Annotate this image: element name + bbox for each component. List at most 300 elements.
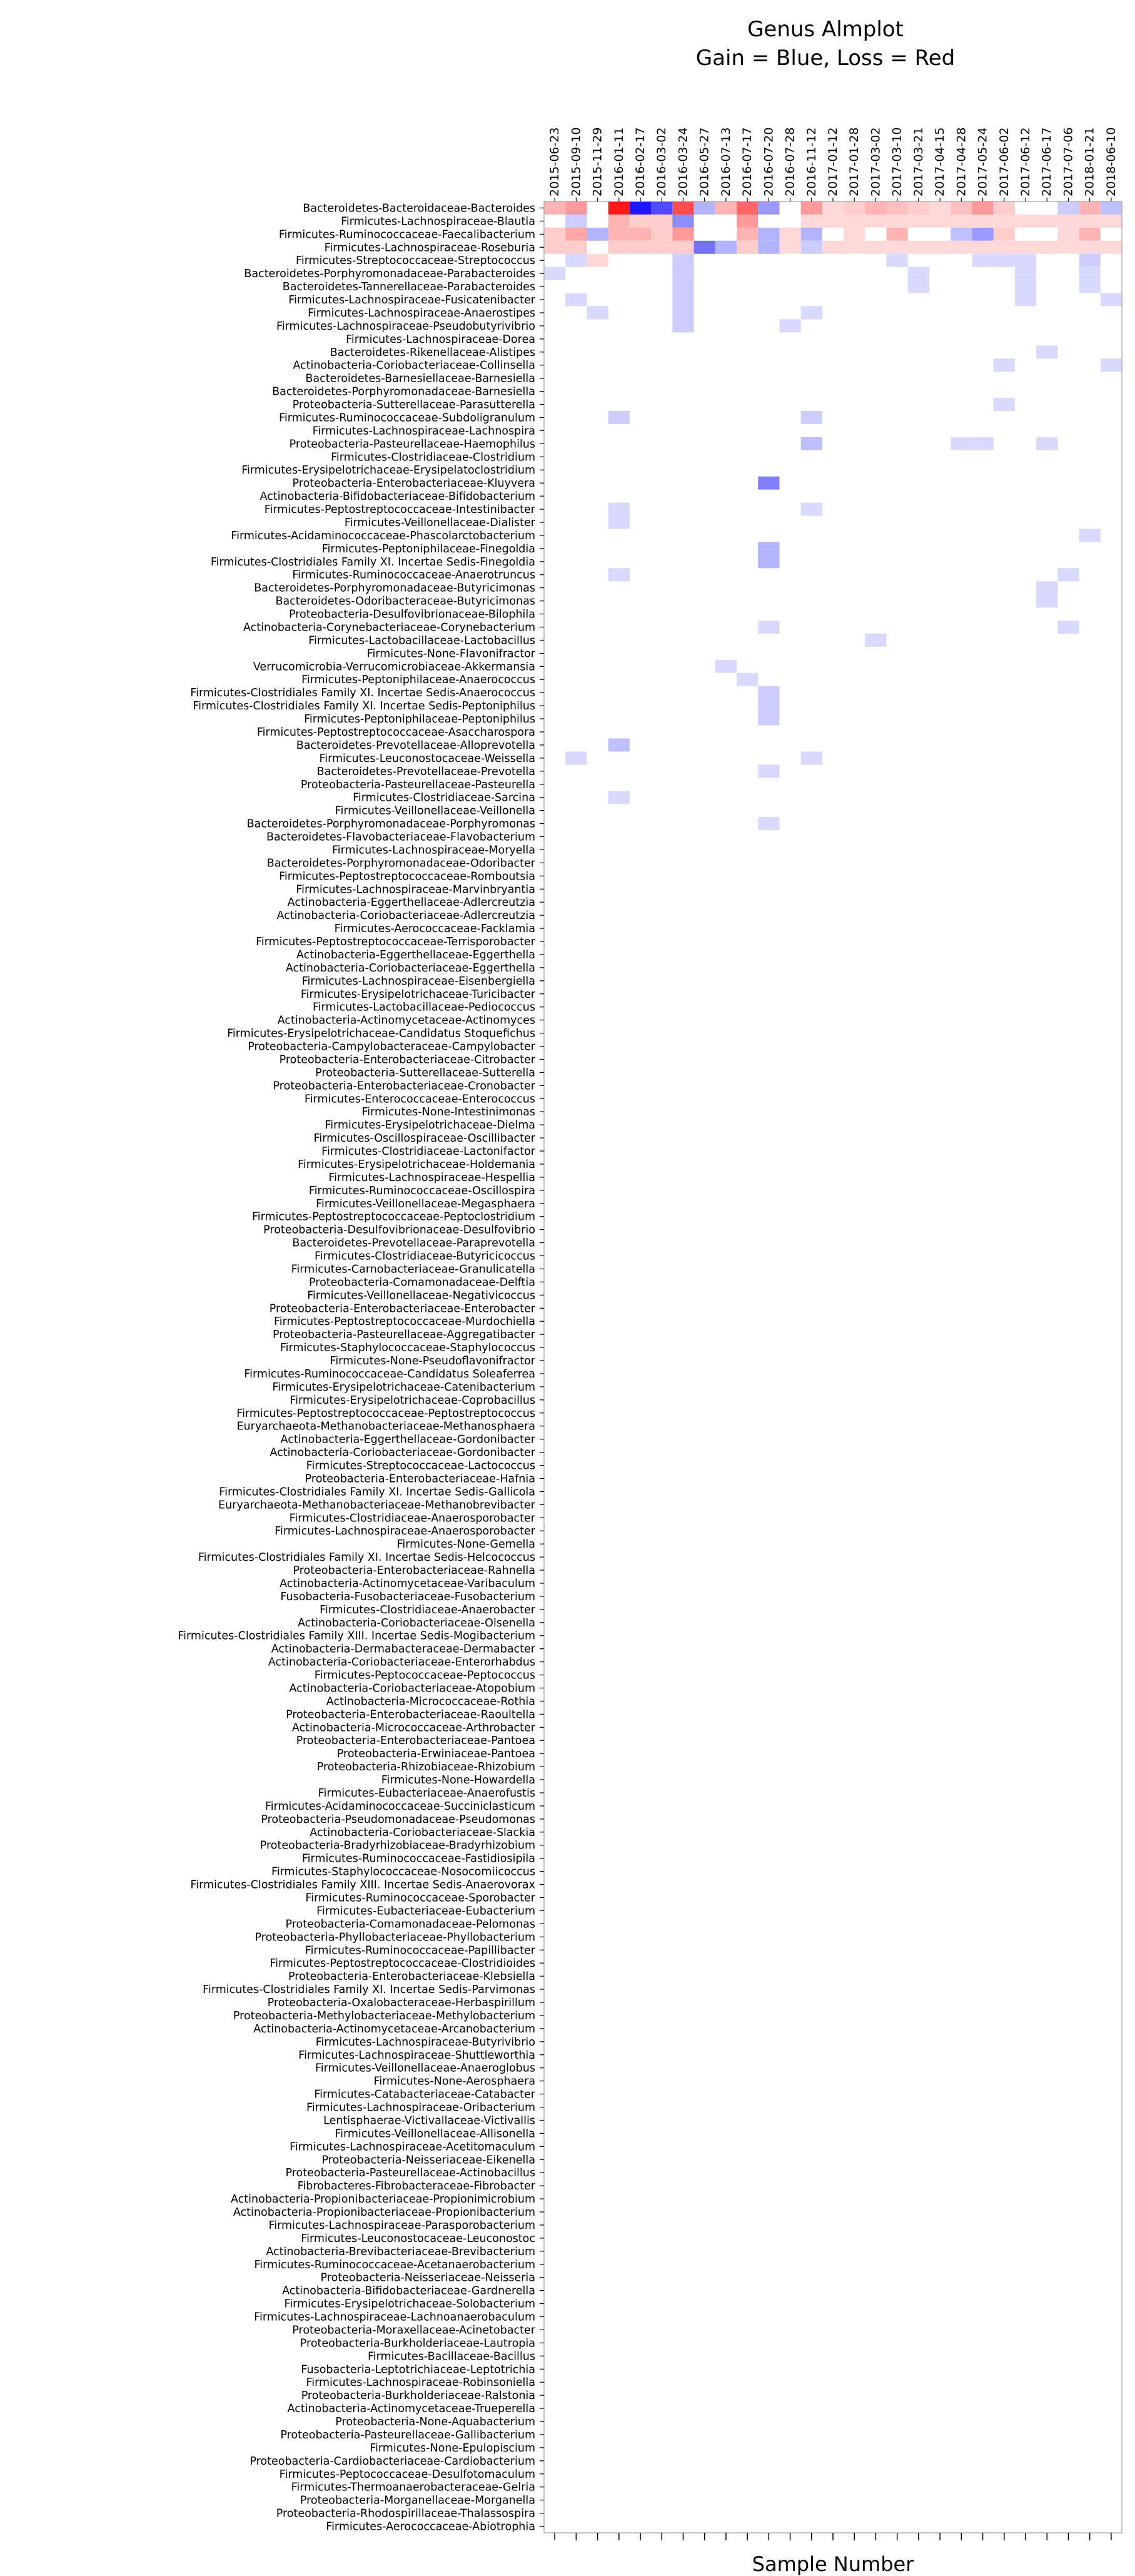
heatmap-cell <box>1101 201 1122 215</box>
heatmap-cell <box>565 228 587 241</box>
y-tick-label: Actinobacteria-Dermabacteraceae-Dermabacter <box>271 1643 535 1656</box>
heatmap-cell <box>887 215 908 228</box>
y-tick-label: Firmicutes-Clostridiaceae-Anaerosporobacter <box>289 1512 535 1525</box>
y-tick-label: Firmicutes-Veillonellaceae-Megasphaera <box>316 1197 535 1210</box>
y-tick-label: Euryarchaeota-Methanobacteriaceae-Methanosphaera <box>236 1420 535 1433</box>
y-tick-label: Bacteroidetes-Prevotellaceae-Prevotella <box>316 765 535 778</box>
heatmap-cell <box>1057 568 1079 581</box>
y-tick-label: Fibrobacteres-Fibrobacteraceae-Fibrobacter <box>297 2180 535 2193</box>
heatmap-cell <box>672 201 694 215</box>
y-tick-label: Actinobacteria-Actinomycetaceae-Trueperella <box>287 2403 535 2416</box>
y-tick-label: Firmicutes-Catabacteriaceae-Catabacter <box>314 2088 535 2101</box>
heatmap-cell <box>1101 241 1122 254</box>
heatmap-cell <box>715 201 737 215</box>
heatmap-cell <box>951 437 972 450</box>
x-tick-label: 2017-06-17 <box>1040 127 1054 196</box>
y-tick-label: Actinobacteria-Coriobacteriaceae-Collinsella <box>293 359 535 372</box>
y-tick-label: Actinobacteria-Actinomycetaceae-Varibaculum <box>280 1577 535 1590</box>
y-tick-label: Firmicutes-Streptococcaceae-Streptococcus <box>296 255 535 268</box>
y-tick-label: Bacteroidetes-Porphyromonadaceae-Porphyromonas <box>246 818 535 831</box>
y-tick-label: Firmicutes-Leuconostocaceae-Leuconostoc <box>301 2232 535 2245</box>
heatmap-cell <box>1015 254 1036 267</box>
heatmap-cell <box>1101 293 1122 307</box>
heatmap-cell <box>865 241 886 254</box>
y-tick-label: Firmicutes-Lachnospiraceae-Fusicatenibacter <box>288 294 535 307</box>
y-tick-label: Firmicutes-Ruminococcaceae-Acetanaerobacterium <box>254 2258 535 2271</box>
x-axis-label: Sample Number <box>752 2552 914 2576</box>
y-tick-label: Proteobacteria-Bradyrhizobiaceae-Bradyrhizobium <box>260 1839 535 1852</box>
heatmap-cell <box>1101 358 1122 372</box>
y-tick-label: Proteobacteria-Rhizobiaceae-Rhizobium <box>316 1761 535 1774</box>
y-tick-label: Firmicutes-Lachnospiraceae-Anaerostipes <box>308 307 535 320</box>
heatmap-cell <box>994 201 1015 215</box>
heatmap-cell <box>1101 215 1122 228</box>
y-tick-label: Firmicutes-Erysipelotrichaceae-Solobacterium <box>284 2298 535 2311</box>
y-tick-label: Proteobacteria-Neisseriaceae-Eikenella <box>321 2154 535 2167</box>
y-tick-label: Firmicutes-Ruminococcaceae-Fastidiosipila <box>301 1852 535 1865</box>
heatmap-cell <box>951 201 972 215</box>
y-tick-label: Firmicutes-None-Pseudoflavonifractor <box>330 1355 535 1368</box>
y-tick-label: Proteobacteria-Enterobacteriaceae-Cronobacter <box>273 1080 535 1093</box>
heatmap-cell <box>651 201 672 215</box>
heatmap-cell <box>672 228 694 241</box>
y-tick-label: Firmicutes-Erysipelotrichaceae-Catenibacterium <box>272 1381 535 1394</box>
y-tick-label: Firmicutes-Peptococcaceae-Peptococcus <box>314 1669 535 1682</box>
heatmap-cell <box>801 241 822 254</box>
heatmap-cell <box>994 215 1015 228</box>
x-tick-label: 2018-01-21 <box>1082 127 1097 196</box>
heatmap-cell <box>737 241 758 254</box>
x-tick-label: 2015-11-29 <box>590 127 605 196</box>
heatmap-cell <box>1057 621 1079 634</box>
y-tick-label: Proteobacteria-Methylobacteriaceae-Methylobacterium <box>233 2009 535 2022</box>
y-tick-label: Firmicutes-Bacillaceae-Bacillus <box>368 2350 535 2363</box>
x-tick-label: 2015-09-10 <box>569 127 583 196</box>
heatmap-cell <box>608 215 630 228</box>
heatmap-cell <box>651 241 672 254</box>
heatmap-cell <box>737 673 758 686</box>
heatmap-cell <box>565 254 587 267</box>
heatmap-cell <box>908 201 929 215</box>
heatmap-cell <box>672 267 694 280</box>
y-tick-label: Bacteroidetes-Porphyromonadaceae-Odoribacter <box>266 857 535 870</box>
heatmap-cell <box>1079 228 1101 241</box>
y-tick-label: Actinobacteria-Actinomycetaceae-Arcanobacterium <box>253 2022 535 2036</box>
heatmap-cell <box>972 254 993 267</box>
heatmap-cell <box>1079 201 1101 215</box>
y-tick-label: Firmicutes-Lachnospiraceae-Parasporobacterium <box>268 2219 535 2232</box>
y-tick-label: Firmicutes-Carnobacteriaceae-Granulicatella <box>291 1263 535 1276</box>
y-tick-label: Firmicutes-Thermoanaerobacteraceae-Gelria <box>291 2481 535 2494</box>
y-tick-label: Firmicutes-Lachnospiraceae-Eisenbergiella <box>301 975 535 988</box>
chart-title: Genus Almplot <box>747 17 904 42</box>
y-tick-label: Firmicutes-Aerococcaceae-Abiotrophia <box>326 2520 535 2533</box>
x-tick-labels <box>548 128 1118 196</box>
heatmap-cell <box>608 738 630 751</box>
y-tick-label: Firmicutes-Lachnospiraceae-Anaerosporobacter <box>275 1525 535 1538</box>
heatmap-cell <box>822 241 844 254</box>
y-tick-label: Actinobacteria-Eggerthellaceae-Eggerthella <box>296 948 535 961</box>
heatmap-cell <box>929 241 951 254</box>
y-tick-label: Firmicutes-Veillonellaceae-Dialister <box>344 516 535 529</box>
heatmap-cell <box>951 228 972 241</box>
x-tick-label: 2017-01-12 <box>826 127 840 196</box>
y-tick-label: Actinobacteria-Eggerthellaceae-Gordonibacter <box>280 1433 535 1446</box>
heatmap-cell <box>801 437 822 450</box>
heatmap-cell <box>972 201 993 215</box>
x-tick-label: 2017-03-21 <box>911 127 926 196</box>
y-tick-label: Proteobacteria-Burkholderiaceae-Lautropia <box>300 2337 535 2350</box>
y-tick-label: Actinobacteria-Coriobacteriaceae-Gordonibacter <box>270 1446 535 1459</box>
y-tick-label: Actinobacteria-Coriobacteriaceae-Olsenella <box>297 1616 535 1630</box>
heatmap-cell <box>1036 437 1057 450</box>
y-tick-label: Proteobacteria-Enterobacteriaceae-Citrobacter <box>279 1053 535 1067</box>
y-tick-label: Proteobacteria-Enterobacteriaceae-Klebsiella <box>288 1970 535 1984</box>
y-tick-label: Proteobacteria-Oxalobacteraceae-Herbaspirillum <box>267 1997 535 2009</box>
heatmap-cell <box>630 228 651 241</box>
heatmap-cell <box>758 817 779 830</box>
y-tick-label: Firmicutes-Clostridiales Family XI. Incertae Sedis-Finegoldia <box>210 555 535 569</box>
y-tick-label: Firmicutes-Ruminococcaceae-Anaerotruncus <box>292 569 535 582</box>
y-tick-label: Lentisphaerae-Victivallaceae-Victivallis <box>323 2114 535 2127</box>
heatmap-cell <box>565 201 587 215</box>
heatmap-cell <box>758 712 779 726</box>
x-tick-label: 2017-06-02 <box>997 127 1011 196</box>
heatmap-cell <box>630 201 651 215</box>
y-tick-label: Firmicutes-Erysipelotrichaceae-Erysipelatoclostridium <box>241 464 535 477</box>
y-tick-label: Actinobacteria-Corynebacteriaceae-Corynebacterium <box>243 621 535 634</box>
y-tick-label: Actinobacteria-Coriobacteriaceae-Slackia <box>310 1826 535 1839</box>
y-tick-label: Firmicutes-Lachnospiraceae-Lachnospira <box>312 425 535 438</box>
y-tick-label: Firmicutes-Ruminococcaceae-Faecalibacterium <box>278 228 535 241</box>
y-tick-label: Actinobacteria-Brevibacteriaceae-Brevibacterium <box>266 2245 535 2258</box>
y-tick-label: Fusobacteria-Fusobacteriaceae-Fusobacterium <box>280 1590 535 1603</box>
y-tick-label: Actinobacteria-Propionibacteriaceae-Propionibacterium <box>233 2206 535 2219</box>
heatmap-cell <box>544 201 565 215</box>
y-tick-label: Firmicutes-Acidaminococcaceae-Succiniclasticum <box>265 1800 535 1813</box>
heatmap-cell <box>865 201 886 215</box>
x-tick-label: 2017-03-10 <box>890 127 904 196</box>
y-tick-label: Firmicutes-Clostridiaceae-Clostridium <box>331 451 535 464</box>
y-tick-label: Proteobacteria-Phyllobacteriaceae-Phyllobacterium <box>255 1931 535 1944</box>
y-tick-label: Firmicutes-Peptostreptococcaceae-Peptostreptococcus <box>236 1407 535 1420</box>
y-tick-label: Proteobacteria-Enterobacteriaceae-Rahnella <box>293 1564 535 1578</box>
y-tick-label: Proteobacteria-Pasteurellaceae-Haemophilus <box>289 438 535 451</box>
y-tick-labels <box>178 202 535 2533</box>
y-tick-label: Actinobacteria-Micrococcaceae-Arthrobacter <box>291 1722 535 1735</box>
y-tick-label: Bacteroidetes-Porphyromonadaceae-Butyricimonas <box>254 582 535 595</box>
heatmap-cell <box>972 437 993 450</box>
y-tick-label: Proteobacteria-Enterobacteriaceae-Hafnia <box>305 1473 535 1486</box>
y-tick-label: Proteobacteria-Enterobacteriaceae-Kluyvera <box>292 477 535 490</box>
heatmap-cell <box>565 215 587 228</box>
heatmap-cell <box>672 293 694 307</box>
heatmap-cell <box>887 228 908 241</box>
x-tick-label: 2016-11-12 <box>804 127 819 196</box>
y-tick-label: Proteobacteria-Campylobacteraceae-Campylobacter <box>248 1040 535 1053</box>
y-tick-label: Firmicutes-Eubacteriaceae-Anaerofustis <box>318 1787 535 1800</box>
heatmap-cell <box>737 215 758 228</box>
y-tick-label: Bacteroidetes-Porphyromonadaceae-Barnesiella <box>272 385 535 398</box>
heatmap-cell <box>801 228 822 241</box>
y-tick-label: Actinobacteria-Coriobacteriaceae-Adlercreutzia <box>276 910 535 923</box>
y-tick-label: Firmicutes-Lachnospiraceae-Blautia <box>341 215 535 228</box>
heatmap-cell <box>651 215 672 228</box>
heatmap-cell <box>1036 594 1057 607</box>
y-tick-label: Proteobacteria-None-Aquabacterium <box>335 2416 535 2429</box>
y-tick-label: Bacteroidetes-Odoribacteraceae-Butyricimonas <box>275 595 535 608</box>
heatmap-cell <box>887 201 908 215</box>
y-tick-label: Firmicutes-Clostridiales Family XI. Incertae Sedis-Helcococcus <box>198 1551 535 1564</box>
heatmap-cell <box>994 228 1015 241</box>
y-tick-label: Firmicutes-Lachnospiraceae-Butyrivibrio <box>315 2036 535 2049</box>
heatmap-cell <box>801 503 822 516</box>
y-tick-label: Firmicutes-Clostridiales Family XI. Incertae Sedis-Gallicola <box>219 1486 535 1499</box>
y-tick-label: Actinobacteria-Actinomycetaceae-Actinomyces <box>277 1014 535 1027</box>
heatmap-cell <box>1079 529 1101 542</box>
y-tick-label: Firmicutes-Lachnospiraceae-Dorea <box>346 333 535 346</box>
y-tick-label: Firmicutes-Ruminococcaceae-Papillibacter <box>305 1944 535 1957</box>
y-tick-label: Actinobacteria-Propionibacteriaceae-Propionimicrobium <box>231 2193 535 2206</box>
heatmap-cell <box>672 307 694 320</box>
heatmap-cell <box>758 764 779 778</box>
y-tick-label: Firmicutes-Peptostreptococcaceae-Peptoclostridium <box>251 1210 535 1224</box>
heatmap-cell <box>865 634 886 647</box>
y-tick-label: Firmicutes-Lachnospiraceae-Hespellia <box>328 1171 535 1184</box>
heatmap-cell <box>1036 241 1057 254</box>
heatmap-cell <box>887 241 908 254</box>
heatmap-cell <box>972 215 993 228</box>
y-tick-label: Bacteroidetes-Flavobacteriaceae-Flavobacterium <box>266 831 535 844</box>
x-tick-label: 2016-03-02 <box>655 127 669 196</box>
heatmap-cell <box>951 241 972 254</box>
y-tick-label: Firmicutes-Peptococcaceae-Desulfotomaculum <box>279 2468 535 2481</box>
heatmap-cell <box>758 201 779 215</box>
heatmap-cell <box>758 686 779 699</box>
y-tick-label: Firmicutes-Erysipelotrichaceae-Candidatus Stoquefichus <box>227 1027 535 1040</box>
y-tick-label: Firmicutes-Clostridiales Family XI. Incertae Sedis-Parvimonas <box>203 1984 535 1997</box>
y-tick-label: Firmicutes-Clostridiaceae-Butyricicoccus <box>315 1250 535 1263</box>
y-tick-label: Proteobacteria-Rhodospirillaceae-Thalassospira <box>276 2507 535 2520</box>
heatmap-cell <box>908 267 929 280</box>
heatmap-cell <box>1079 267 1101 280</box>
y-tick-label: Bacteroidetes-Prevotellaceae-Alloprevotella <box>296 739 535 752</box>
heatmap-cell <box>608 568 630 581</box>
y-tick-label: Proteobacteria-Pasteurellaceae-Actinobacillus <box>285 2167 535 2180</box>
x-tick-label: 2017-05-24 <box>976 127 990 196</box>
heatmap-cell <box>1036 345 1057 358</box>
heatmap-cell <box>779 319 800 332</box>
y-tick-label: Proteobacteria-Pseudomonadaceae-Pseudomonas <box>261 1813 535 1826</box>
heatmap-cell <box>565 293 587 307</box>
y-tick-label: Firmicutes-None-Aerosphaera <box>373 2075 535 2088</box>
heatmap-cell <box>630 241 651 254</box>
y-tick-label: Firmicutes-Clostridiaceae-Anaerobacter <box>320 1603 535 1616</box>
y-tick-label: Firmicutes-Clostridiales Family XIII. Incertae Sedis-Mogibacterium <box>178 1630 535 1643</box>
y-tick-label: Firmicutes-None-Gemella <box>396 1538 535 1551</box>
y-tick-label: Firmicutes-Ruminococcaceae-Candidatus Soleaferrea <box>244 1367 535 1381</box>
heatmap-cell <box>1015 280 1036 293</box>
y-tick-label: Firmicutes-Leuconostocaceae-Weissella <box>319 752 535 765</box>
x-tick-label: 2017-06-12 <box>1019 127 1032 196</box>
heatmap-cell <box>544 228 565 241</box>
heatmap-cell <box>758 699 779 712</box>
y-tick-label: Proteobacteria-Burkholderiaceae-Ralstonia <box>301 2390 535 2403</box>
heatmap-cell <box>844 228 865 241</box>
heatmap-cell <box>737 228 758 241</box>
x-tick-label: 2017-04-15 <box>933 127 947 196</box>
heatmap-cell <box>1057 215 1079 228</box>
y-tick-label: Firmicutes-Eubacteriaceae-Eubacterium <box>316 1905 535 1918</box>
y-tick-label: Firmicutes-Aerococcaceae-Facklamia <box>334 923 535 936</box>
y-tick-label: Proteobacteria-Desulfovibrionaceae-Desulfovibrio <box>263 1224 535 1237</box>
y-tick-label: Firmicutes-Erysipelotrichaceae-Dielma <box>325 1119 535 1132</box>
y-tick-label: Proteobacteria-Erwiniaceae-Pantoea <box>336 1748 535 1761</box>
y-tick-label: Firmicutes-Ruminococcaceae-Sporobacter <box>305 1892 535 1905</box>
x-tick-label: 2018-06-10 <box>1104 127 1118 196</box>
heatmap-cell <box>758 241 779 254</box>
heatmap-cell <box>844 241 865 254</box>
x-tick-label: 2016-07-20 <box>762 127 776 196</box>
heatmap-cell <box>608 201 630 215</box>
heatmap-cell <box>1015 267 1036 280</box>
y-tick-label: Proteobacteria-Desulfovibrionaceae-Bilophila <box>288 608 535 621</box>
y-tick-label: Firmicutes-Clostridiales Family XI. Incertae Sedis-Peptoniphilus <box>193 700 535 713</box>
heatmap-cell <box>1079 280 1101 293</box>
x-tick-label: 2016-07-13 <box>719 127 733 196</box>
heatmap-cell <box>779 241 800 254</box>
heatmap-cell <box>908 280 929 293</box>
x-tick-label: 2017-04-28 <box>954 127 969 196</box>
heatmap-cell <box>672 215 694 228</box>
y-tick-label: Fusobacteria-Leptotrichiaceae-Leptotrichia <box>301 2363 535 2376</box>
y-tick-label: Proteobacteria-Comamonadaceae-Pelomonas <box>285 1918 535 1931</box>
y-tick-label: Proteobacteria-Cardiobacteriaceae-Cardiobacterium <box>250 2455 535 2468</box>
y-tick-label: Firmicutes-Lachnospiraceae-Moryella <box>332 844 535 857</box>
x-tick-label: 2015-06-23 <box>548 127 562 196</box>
heatmap-cell <box>1079 241 1101 254</box>
heatmap-cell <box>1015 215 1036 228</box>
y-tick-label: Firmicutes-Lachnospiraceae-Robinsoniella <box>306 2376 535 2390</box>
heatmap-cell <box>865 215 886 228</box>
heatmap-cell <box>565 751 587 764</box>
heatmap-cell <box>972 241 993 254</box>
y-tick-label: Proteobacteria-Enterobacteriaceae-Enterobacter <box>269 1302 535 1316</box>
y-tick-label: Firmicutes-None-Intestinimonas <box>361 1106 535 1119</box>
y-tick-label: Firmicutes-Erysipelotrichaceae-Holdemania <box>298 1158 535 1171</box>
heatmap-cell <box>908 241 929 254</box>
heatmap-cell <box>1079 215 1101 228</box>
heatmap-cell <box>737 201 758 215</box>
x-tick-label: 2016-05-27 <box>697 127 712 196</box>
y-tick-label: Firmicutes-Lachnospiraceae-Shuttleworthia <box>298 2049 535 2062</box>
heatmap-cell <box>672 254 694 267</box>
heatmap-cell <box>951 215 972 228</box>
heatmap-cell <box>801 751 822 764</box>
heatmap-cell <box>758 621 779 634</box>
heatmap-cell <box>758 228 779 241</box>
x-tick-label: 2016-01-11 <box>612 127 626 196</box>
heatmap-cell <box>994 241 1015 254</box>
y-tick-label: Firmicutes-Lachnospiraceae-Marvinbryantia <box>296 883 535 896</box>
y-tick-label: Actinobacteria-Bifidobacteriaceae-Bifidobacterium <box>260 490 535 504</box>
y-tick-label: Bacteroidetes-Porphyromonadaceae-Parabacteroides <box>244 268 535 281</box>
x-tick-label: 2016-07-28 <box>783 127 797 196</box>
heatmap-cell <box>929 201 951 215</box>
heatmap-cell <box>1057 241 1079 254</box>
y-tick-label: Firmicutes-None-Howardella <box>381 1774 535 1787</box>
heatmap-cell <box>1057 201 1079 215</box>
y-tick-label: Firmicutes-Staphylococcaceae-Nosocomiicoccus <box>271 1865 535 1879</box>
heatmap-cell <box>929 215 951 228</box>
y-tick-label: Bacteroidetes-Barnesiellaceae-Barnesiella <box>305 372 535 385</box>
y-tick-label: Actinobacteria-Coriobacteriaceae-Eggerthella <box>285 961 535 975</box>
heatmap-cell <box>1015 241 1036 254</box>
y-tick-label: Firmicutes-Lachnospiraceae-Lachnoanaerobaculum <box>254 2311 535 2324</box>
y-tick-label: Firmicutes-Clostridiaceae-Sarcina <box>353 791 535 804</box>
heatmap-cells <box>544 201 1122 830</box>
x-tick-label: 2016-07-17 <box>740 127 755 196</box>
y-tick-label: Firmicutes-Oscillospiraceae-Oscillibacter <box>313 1132 535 1145</box>
plot-frame <box>544 201 1122 2533</box>
y-tick-label: Proteobacteria-Sutterellaceae-Sutterella <box>315 1067 535 1080</box>
y-tick-label: Firmicutes-Ruminococcaceae-Subdoligranulum <box>279 412 535 425</box>
heatmap-cell <box>608 516 630 529</box>
y-tick-label: Firmicutes-Peptostreptococcaceae-Murdochiella <box>273 1316 535 1329</box>
heatmap-cell <box>715 241 737 254</box>
y-tick-label: Firmicutes-Ruminococcaceae-Oscillospira <box>308 1184 535 1197</box>
heatmap-cell <box>1036 215 1057 228</box>
y-tick-label: Proteobacteria-Enterobacteriaceae-Raoultella <box>286 1708 535 1722</box>
chart-subtitle: Gain = Blue, Loss = Red <box>695 46 956 71</box>
y-tick-label: Firmicutes-None-Epulopiscium <box>370 2442 535 2455</box>
y-tick-label: Firmicutes-Staphylococcaceae-Staphylococcus <box>280 1342 535 1355</box>
heatmap-cell <box>608 503 630 516</box>
heatmap-cell <box>608 791 630 804</box>
heatmap-cell <box>544 267 565 280</box>
y-tick-label: Proteobacteria-Neisseriaceae-Neisseria <box>320 2271 535 2284</box>
y-tick-label: Firmicutes-Peptostreptococcaceae-Terrisporobacter <box>256 936 535 949</box>
y-tick-label: Firmicutes-Streptococcaceae-Lactococcus <box>306 1459 535 1473</box>
y-tick-label: Firmicutes-Clostridiales Family XI. Incertae Sedis-Anaerococcus <box>190 687 535 700</box>
heatmap-cell <box>758 555 779 568</box>
y-tick-label: Firmicutes-Erysipelotrichaceae-Coprobacillus <box>290 1394 535 1407</box>
y-tick-label: Firmicutes-Peptostreptococcaceae-Romboutsia <box>279 870 535 883</box>
heatmap-cell <box>887 254 908 267</box>
heatmap-cell <box>822 215 844 228</box>
y-tick-label: Firmicutes-Peptostreptococcaceae-Asaccharospora <box>256 726 535 739</box>
heatmap-cell <box>994 398 1015 411</box>
heatmap-cell <box>587 254 608 267</box>
y-tick-label: Firmicutes-Lachnospiraceae-Acetitomaculum <box>290 2141 535 2154</box>
y-tick-label: Firmicutes-Clostridiaceae-Lactonifactor <box>321 1145 535 1159</box>
heatmap-cell <box>1079 254 1101 267</box>
heatmap-cell <box>694 241 715 254</box>
y-tick-label: Firmicutes-Peptoniphilaceae-Anaerococcus <box>301 674 535 687</box>
y-tick-label: Bacteroidetes-Rikenellaceae-Alistipes <box>330 346 535 359</box>
y-tick-label: Actinobacteria-Eggerthellaceae-Adlercreutzia <box>287 896 535 910</box>
y-tick-label: Firmicutes-Lactobacillaceae-Lactobacillus <box>308 634 535 647</box>
heatmap-cell <box>822 201 844 215</box>
y-tick-label: Firmicutes-None-Flavonifractor <box>366 647 535 661</box>
y-tick-label: Firmicutes-Peptostreptococcaceae-Intestinibacter <box>264 504 535 517</box>
y-tick-label: Firmicutes-Acidaminococcaceae-Phascolarctobacterium <box>231 529 535 542</box>
heatmap-cell <box>801 307 822 320</box>
y-tick-label: Firmicutes-Peptoniphilaceae-Peptoniphilus <box>304 713 535 726</box>
heatmap-cell <box>801 201 822 215</box>
y-tick-label: Proteobacteria-Pasteurellaceae-Pasteurella <box>300 778 535 791</box>
y-tick-label: Euryarchaeota-Methanobacteriaceae-Methanobrevibacter <box>218 1499 535 1512</box>
